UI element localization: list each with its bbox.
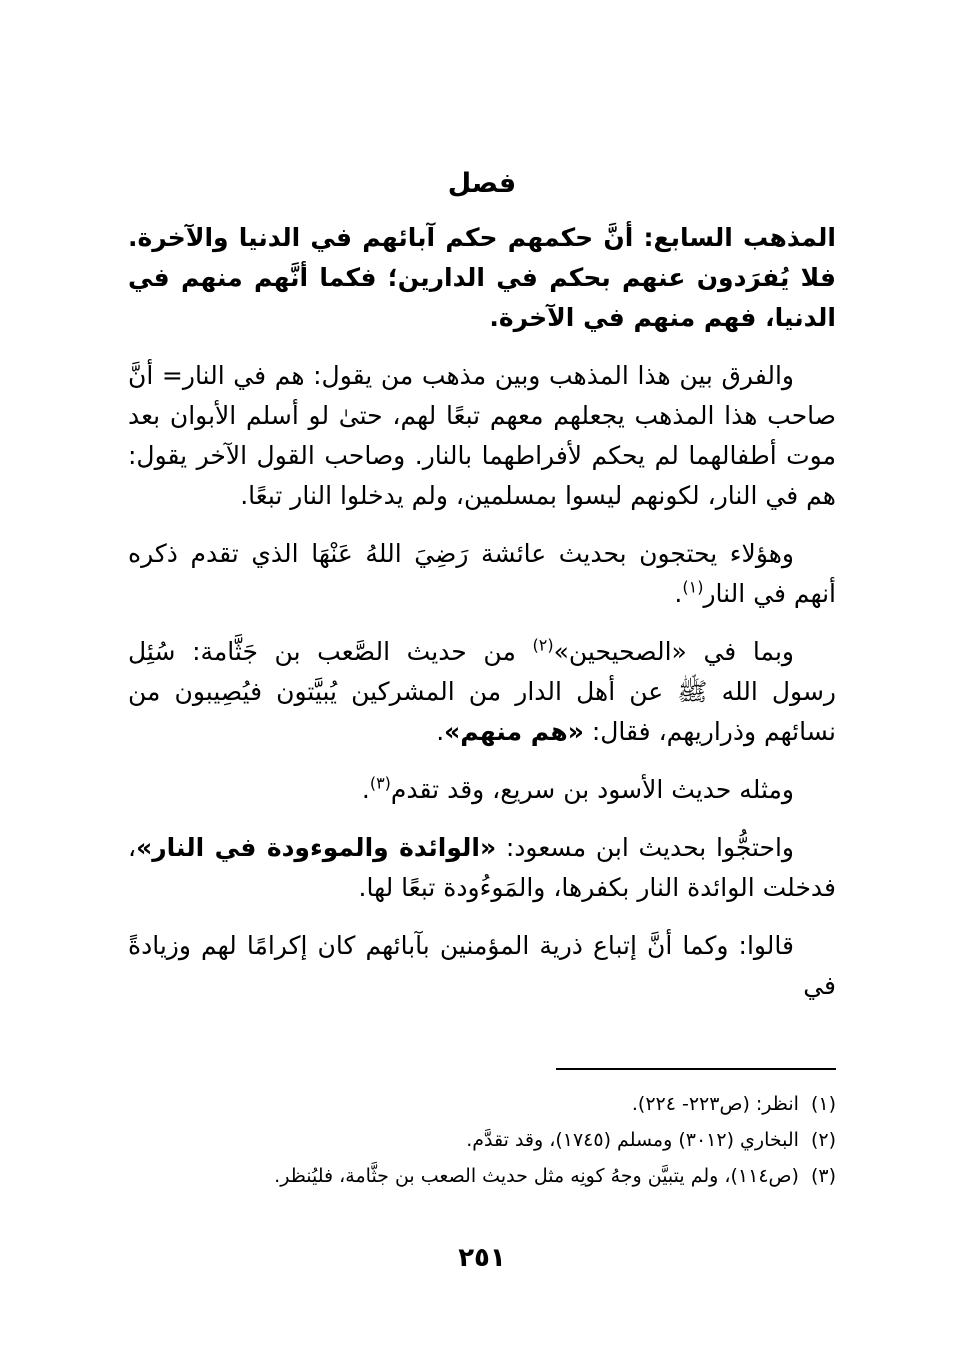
footnotes <box>128 1086 836 1194</box>
paragraph-4-text-before: وبما في «الصحيحين» <box>553 637 794 666</box>
footnote-2-number: (٢) <box>810 1129 836 1151</box>
footnote-ref-1: (١) <box>682 577 704 597</box>
footnote-ref-3: (٣) <box>369 773 391 793</box>
paragraph-3-tail: . <box>674 579 683 608</box>
paragraph-4-tail: . <box>436 717 445 746</box>
paragraph-4-quote: «هم منهم» <box>444 717 584 746</box>
paragraph-3 <box>128 534 836 614</box>
footnote-3 <box>128 1158 836 1194</box>
footnote-3-number: (٣) <box>810 1165 836 1187</box>
paragraph-3-text: وهؤلاء يحتجون بحديث عائشة رَضِيَ اللهُ عَنْهَا الذي تقدم ذكره أنهم في النار <box>128 539 836 608</box>
page-number: ٢٥١ <box>458 1243 506 1273</box>
paragraph-6-text-after: ، فدخلت الوائدة النار بكفرها، والمَوءُودة تبعًا لها. <box>128 833 836 902</box>
paragraph-6 <box>128 828 836 908</box>
footnote-1 <box>128 1086 836 1122</box>
paragraph-5-text: ومثله حديث الأسود بن سريع، وقد تقدم <box>390 775 794 804</box>
paragraph-4-text-after: من حديث الصَّعب بن جَثَّامة: سُئِل رسول الله ﷺ عن أهل الدار من المشركين يُبيَّتون فيُصِيبون من نسائهم وذراريهم، فقال: <box>128 637 836 746</box>
body-text <box>128 218 836 1024</box>
paragraph-2: والفرق بين هذا المذهب وبين مذهب من يقول: هم في النار= أنَّ صاحب هذا المذهب يجعلهم معهم تبعًا لهم، حتىٰ لو أسلم الأبوان بعد موت أطفالهما لم يحكم لأفراطهما بالنار. وصاحب القول الآخر يقول: هم في النار، لكونهم ليسوا بمسلمين، ولم يدخلوا النار تبعًا. <box>128 361 836 510</box>
paragraph-4 <box>128 632 836 752</box>
paragraph-5 <box>128 770 836 810</box>
footnote-3-text: (ص١١٤)، ولم يتبيَّن وجهُ كونِه مثل حديث الصعب بن جثَّامة، فليُنظر. <box>274 1165 799 1187</box>
footnote-1-number: (١) <box>810 1093 836 1115</box>
footnote-separator <box>556 1068 836 1070</box>
paragraph-7: قالوا: وكما أنَّ إتباع ذرية المؤمنين بآبائهم كان إكرامًا لهم وزيادةً في <box>128 931 836 1000</box>
section-heading: فصل <box>447 168 517 199</box>
footnote-2 <box>128 1122 836 1158</box>
paragraph-5-tail: . <box>361 775 370 804</box>
footnote-2-text: البخاري (٣٠١٢) ومسلم (١٧٤٥)، وقد تقدَّم. <box>466 1129 799 1151</box>
paragraph-6-quote: «الوائدة والموءودة في النار» <box>136 833 497 862</box>
footnote-ref-2: (٢) <box>532 635 554 655</box>
footnote-1-text: انظر: (ص٢٢٣- ٢٢٤). <box>631 1093 799 1115</box>
paragraph-6-text-before: واحتجُّوا بحديث ابن مسعود: <box>496 833 795 862</box>
paragraph-1: المذهب السابع: أنَّ حكمهم حكم آبائهم في الدنيا والآخرة. فلا يُفرَدون عنهم بحكم في الدارين؛ فكما أنَّهم منهم في الدنيا، فهم منهم في الآخرة. <box>128 223 836 332</box>
